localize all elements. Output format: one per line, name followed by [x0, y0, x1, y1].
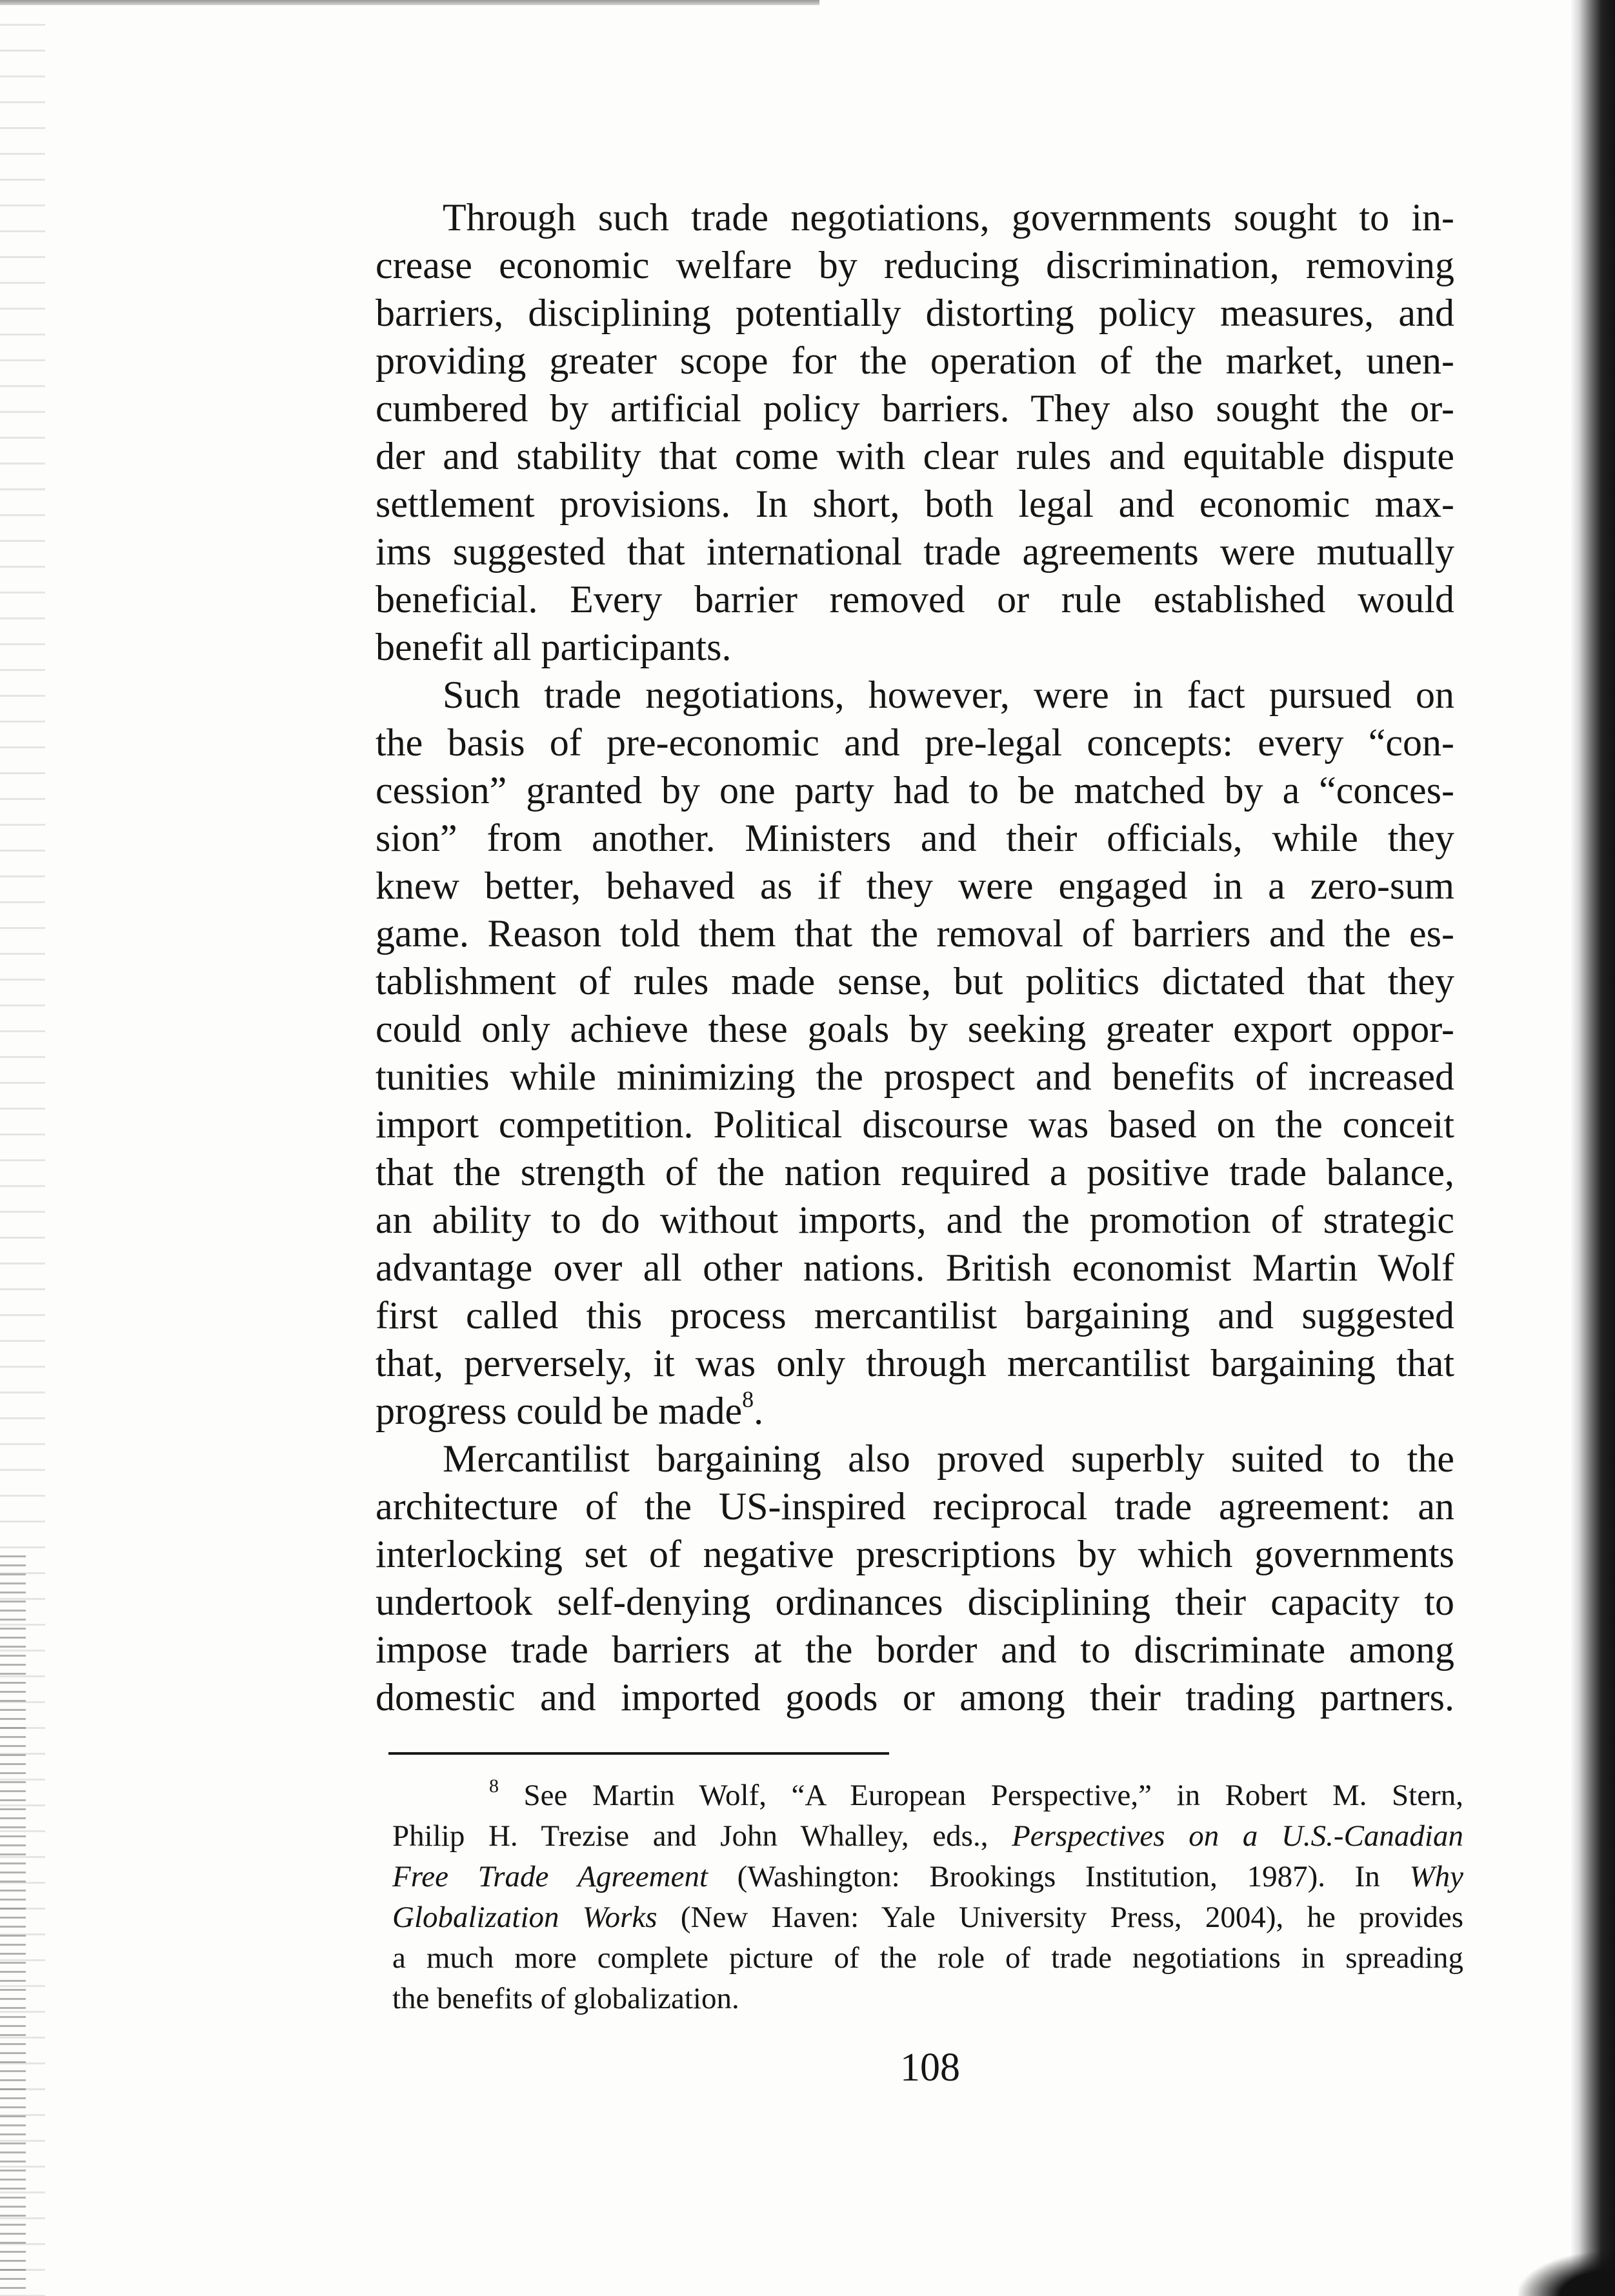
paragraph-1-line — [376, 480, 1454, 528]
paragraph-3-line — [376, 1530, 1454, 1578]
italic-text: Free Trade Agreement — [392, 1860, 708, 1893]
paragraph-1-line — [376, 337, 1454, 384]
paragraph-2-line — [376, 1244, 1454, 1292]
body-text — [376, 194, 1454, 1721]
text-span: See Martin Wolf, “A European Perspective,” in Robert M. Stern, — [499, 1779, 1463, 1812]
book-binding-corner — [1518, 2251, 1615, 2296]
paragraph-2-line — [376, 1005, 1454, 1053]
text-span: advantage over all other nations. British economist Martin Wolf — [376, 1246, 1454, 1289]
text-span: providing greater scope for the operation of the market, unen- — [376, 339, 1454, 382]
paragraph-1-line — [376, 575, 1454, 623]
paragraph-2-line — [376, 862, 1454, 910]
paragraph-2-line — [376, 1148, 1454, 1196]
paragraph-1-line — [376, 194, 1454, 241]
text-span: (New Haven: Yale University Press, 2004), he provides — [657, 1901, 1463, 1934]
text-span: game. Reason told them that the removal of barriers and the es- — [376, 912, 1454, 955]
text-span: Through such trade negotiations, governments sought to in- — [443, 196, 1454, 239]
paragraph-3-line — [376, 1626, 1454, 1673]
paragraph-2-line — [376, 1292, 1454, 1339]
footnote-reference: 8 — [489, 1775, 499, 1797]
text-span: could only achieve these goals by seeking greater export oppor- — [376, 1008, 1454, 1050]
text-span: knew better, behaved as if they were engaged in a zero-sum — [376, 864, 1454, 907]
text-span: Philip H. Trezise and John Whalley, eds., — [392, 1819, 1012, 1853]
text-span: tablishment of rules made sense, but politics dictated that they — [376, 960, 1454, 1003]
paragraph-1-line — [376, 384, 1454, 432]
footnote-line — [392, 1775, 1463, 1816]
text-span: Mercantilist bargaining also proved superbly suited to the — [443, 1437, 1454, 1480]
text-span: that the strength of the nation required a positive trade balance, — [376, 1151, 1454, 1193]
paragraph-2-line — [376, 1053, 1454, 1101]
paragraph-3-line — [376, 1482, 1454, 1530]
scan-left-edge-speckle — [0, 1548, 26, 2296]
italic-text: Perspectives on a U.S.-Canadian — [1012, 1819, 1463, 1853]
footnote-separator — [388, 1752, 889, 1755]
text-span: architecture of the US-inspired reciprocal trade agreement: an — [376, 1485, 1454, 1528]
footnote-line — [392, 1816, 1463, 1857]
paragraph-1-line — [376, 289, 1454, 337]
text-span: barriers, disciplining potentially distorting policy measures, and — [376, 292, 1454, 334]
text-span: progress could be made — [376, 1390, 743, 1432]
text-span: interlocking set of negative prescriptions by which governments — [376, 1533, 1454, 1575]
paragraph-2-line — [376, 910, 1454, 957]
text-span: cumbered by artificial policy barriers. They also sought the or- — [376, 387, 1454, 430]
footnote-line — [392, 1938, 1463, 1979]
footnote — [392, 1775, 1463, 2019]
text-span: tunities while minimizing the prospect and benefits of increased — [376, 1055, 1454, 1098]
paragraph-2-line — [376, 1339, 1454, 1387]
paragraph-1-line — [376, 241, 1454, 289]
book-binding-shadow — [1570, 0, 1615, 2296]
text-span: . — [754, 1390, 764, 1432]
text-span: crease economic welfare by reducing discrimination, removing — [376, 244, 1454, 286]
text-span: impose trade barriers at the border and to discriminate among — [376, 1628, 1454, 1671]
text-span: first called this process mercantilist bargaining and suggested — [376, 1294, 1454, 1337]
text-span: import competition. Political discourse was based on the conceit — [376, 1103, 1454, 1146]
text-span: ims suggested that international trade agreements were mutually — [376, 530, 1454, 573]
text-span: der and stability that come with clear rules and equitable dispute — [376, 435, 1454, 477]
scan-top-edge — [0, 0, 819, 5]
text-span: a much more complete picture of the role of trade negotiations in spreading — [392, 1941, 1463, 1975]
footnote-reference: 8 — [742, 1386, 754, 1412]
footnote-line — [392, 1979, 1463, 2019]
page-number: 108 — [900, 2046, 960, 2090]
paragraph-2-line — [376, 814, 1454, 862]
paragraph-2-line — [376, 719, 1454, 766]
text-span: domestic and imported goods or among their trading partners. — [376, 1676, 1454, 1719]
paragraph-2-line — [376, 1196, 1454, 1244]
paragraph-3-line — [376, 1673, 1454, 1721]
paragraph-1-line — [376, 623, 1454, 671]
text-span: an ability to do without imports, and the promotion of strategic — [376, 1199, 1454, 1241]
text-span: beneficial. Every barrier removed or rule established would — [376, 578, 1454, 621]
text-span: settlement provisions. In short, both legal and economic max- — [376, 483, 1454, 525]
footnote-line — [392, 1897, 1463, 1938]
paragraph-1-line — [376, 432, 1454, 480]
paragraph-3-line — [376, 1578, 1454, 1626]
text-span: sion” from another. Ministers and their officials, while they — [376, 817, 1454, 859]
paragraph-2-line — [376, 957, 1454, 1005]
paragraph-2-line — [376, 1387, 1454, 1435]
text-span: that, perversely, it was only through mercantilist bargaining that — [376, 1342, 1454, 1384]
paragraph-1-line — [376, 528, 1454, 575]
italic-text: Globalization Works — [392, 1901, 657, 1934]
paragraph-2-line — [376, 766, 1454, 814]
paragraph-2-line — [376, 1101, 1454, 1148]
paragraph-3-line — [376, 1435, 1454, 1482]
text-span: (Washington: Brookings Institution, 1987). In — [708, 1860, 1410, 1893]
text-span: cession” granted by one party had to be matched by a “conces- — [376, 769, 1454, 812]
footnote-line — [392, 1857, 1463, 1897]
paragraph-2-line — [376, 671, 1454, 719]
text-span: undertook self-denying ordinances disciplining their capacity to — [376, 1581, 1454, 1623]
text-span: benefit all participants. — [376, 626, 732, 668]
text-span: Such trade negotiations, however, were in fact pursued on — [443, 674, 1454, 716]
italic-text: Why — [1409, 1860, 1463, 1893]
text-span: the benefits of globalization. — [392, 1982, 739, 2015]
text-span: the basis of pre-economic and pre-legal concepts: every “con- — [376, 721, 1454, 764]
